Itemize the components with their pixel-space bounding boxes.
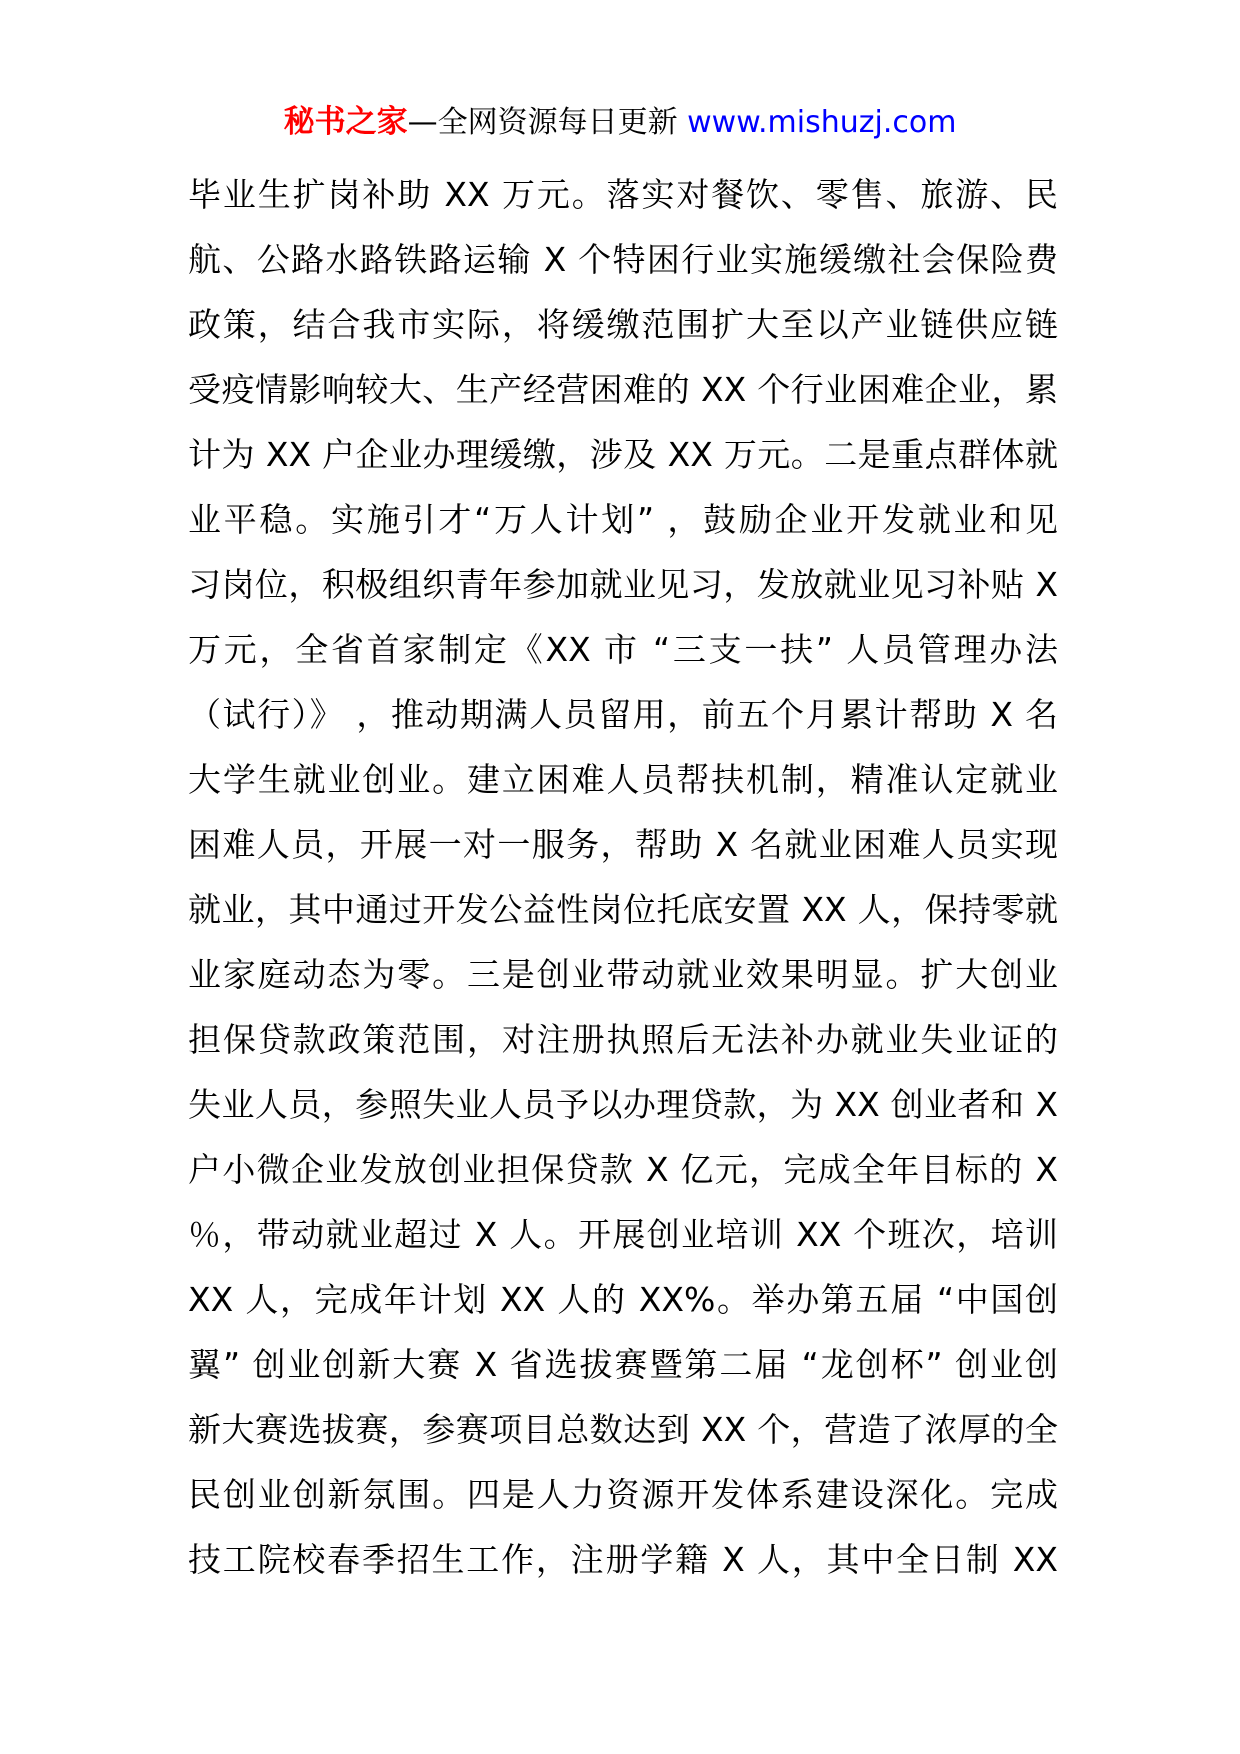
text-line: 困难人员，开展一对一服务，帮助 X 名就业困难人员实现 — [188, 825, 1058, 864]
text-line: 失业人员，参照失业人员予以办理贷款，为 XX 创业者和 X — [188, 1085, 1058, 1124]
text-line: 航、公路水路铁路运输 X 个特困行业实施缓缴社会保险费 — [188, 240, 1058, 279]
site-url-link[interactable]: www.mishuzj.com — [687, 105, 957, 140]
text-line: 新大赛选拔赛，参赛项目总数达到 XX 个，营造了浓厚的全 — [188, 1410, 1058, 1449]
site-header — [0, 102, 1240, 143]
text-line: 技工院校春季招生工作，注册学籍 X 人，其中全日制 XX — [188, 1540, 1058, 1579]
text-line: 业平稳。实施引才“万人计划” ，鼓励企业开发就业和见 — [188, 500, 1058, 539]
site-tagline: —全网资源每日更新 — [407, 105, 688, 140]
text-line: 担保贷款政策范围，对注册执照后无法补办就业失业证的 — [188, 1020, 1058, 1059]
text-line: 计为 XX 户企业办理缓缴，涉及 XX 万元。二是重点群体就 — [188, 435, 1058, 474]
text-line: 就业，其中通过开发公益性岗位托底安置 XX 人，保持零就 — [188, 890, 1058, 929]
text-line: 业家庭动态为零。三是创业带动就业效果明显。扩大创业 — [188, 955, 1058, 994]
text-line: 习岗位，积极组织青年参加就业见习，发放就业见习补贴 X — [188, 565, 1058, 604]
document-body — [188, 162, 1058, 1592]
text-line: 政策，结合我市实际，将缓缴范围扩大至以产业链供应链 — [188, 305, 1058, 344]
site-brand: 秘书之家 — [283, 104, 408, 140]
text-line: ％，带动就业超过 X 人。开展创业培训 XX 个班次，培训 — [188, 1215, 1058, 1254]
text-line: 毕业生扩岗补助 XX 万元。落实对餐饮、零售、旅游、民 — [188, 175, 1058, 214]
text-line: 大学生就业创业。建立困难人员帮扶机制，精准认定就业 — [188, 760, 1058, 799]
text-line: 万元，全省首家制定《XX 市 “三支一扶” 人员管理办法 — [188, 630, 1058, 669]
text-line: （试行）》 ，推动期满人员留用，前五个月累计帮助 X 名 — [188, 695, 1058, 734]
text-line: 翼” 创业创新大赛 X 省选拔赛暨第二届 “龙创杯” 创业创 — [188, 1345, 1058, 1384]
text-line: 民创业创新氛围。四是人力资源开发体系建设深化。完成 — [188, 1475, 1058, 1514]
text-line: XX 人，完成年计划 XX 人的 XX%。举办第五届 “中国创 — [188, 1280, 1058, 1319]
text-line: 受疫情影响较大、生产经营困难的 XX 个行业困难企业，累 — [188, 370, 1058, 409]
text-line: 户小微企业发放创业担保贷款 X 亿元，完成全年目标的 X — [188, 1150, 1058, 1189]
